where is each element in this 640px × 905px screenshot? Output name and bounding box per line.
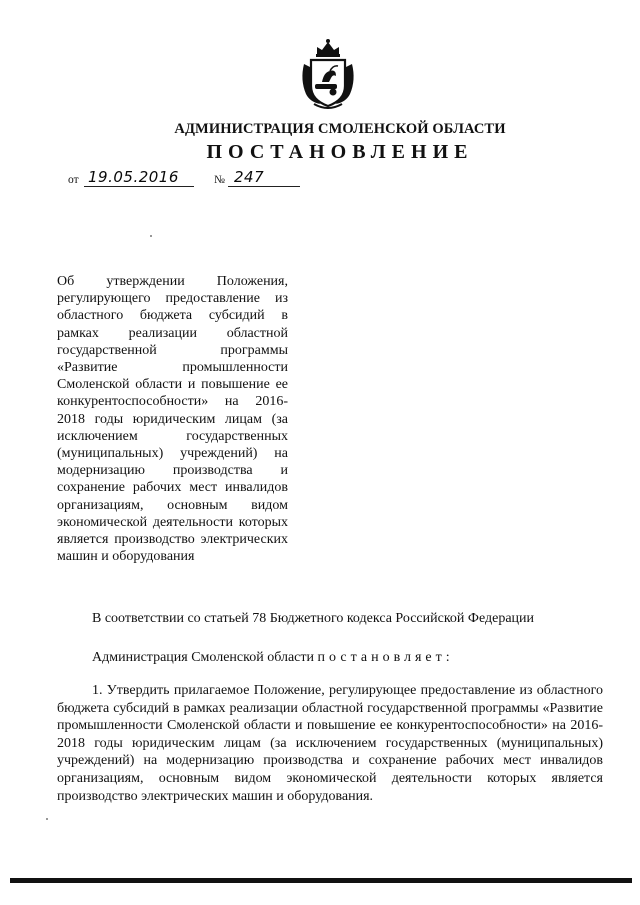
number-label: № [214, 174, 225, 186]
page-bottom-border [10, 878, 632, 883]
scan-speck [150, 235, 152, 237]
registration-line [68, 168, 308, 191]
date-label: от [68, 174, 79, 186]
organization-name: АДМИНИСТРАЦИЯ СМОЛЕНСКОЙ ОБЛАСТИ [174, 121, 506, 137]
item-1: 1. Утвердить прилагаемое Положение, регулирующее предоставление из областного бюджета субсидий в рамках реализации областной государственной программы «Развитие промышленности Смоленской области и повышение ее конкурентоспособности» на 2016-2018 годы юридическим лицам (за исключением государственных (муниципальных) учреждений) на модернизацию производства и сохранение рабочих мест инвалидов организациям, основным видом экономической деятельности которых является производство электрических машин и оборудования. [57, 683, 603, 804]
document-type: ПОСТАНОВЛЕНИЕ [206, 141, 474, 163]
number-value: 247 [234, 168, 265, 186]
date-value: 19.05.2016 [88, 168, 179, 186]
smolensk-coat-of-arms-icon [300, 38, 356, 112]
scan-speck [46, 818, 48, 820]
legal-basis: В соответствии со статьей 78 Бюджетного кодекса Российской Федерации [92, 611, 535, 626]
enacting-clause [92, 649, 454, 667]
enacting-verb: постановляет: [317, 650, 454, 665]
enacting-subject: Администрация Смоленской области [92, 650, 315, 665]
document-title: Об утверждении Положения, регулирующего предоставление из областного бюджета субсидий в рамках реализации областной государственной программы «Развитие промышленности Смоленской области и повышение ее конкурентоспособности» на 2016-2018 годы юридическим лицам (за исключением государственных (муниципальных) учреждений) на модернизацию производства и сохранение рабочих мест инвалидов организациям, основным видом экономической деятельности которых является производство электрических машин и оборудования [57, 274, 288, 565]
